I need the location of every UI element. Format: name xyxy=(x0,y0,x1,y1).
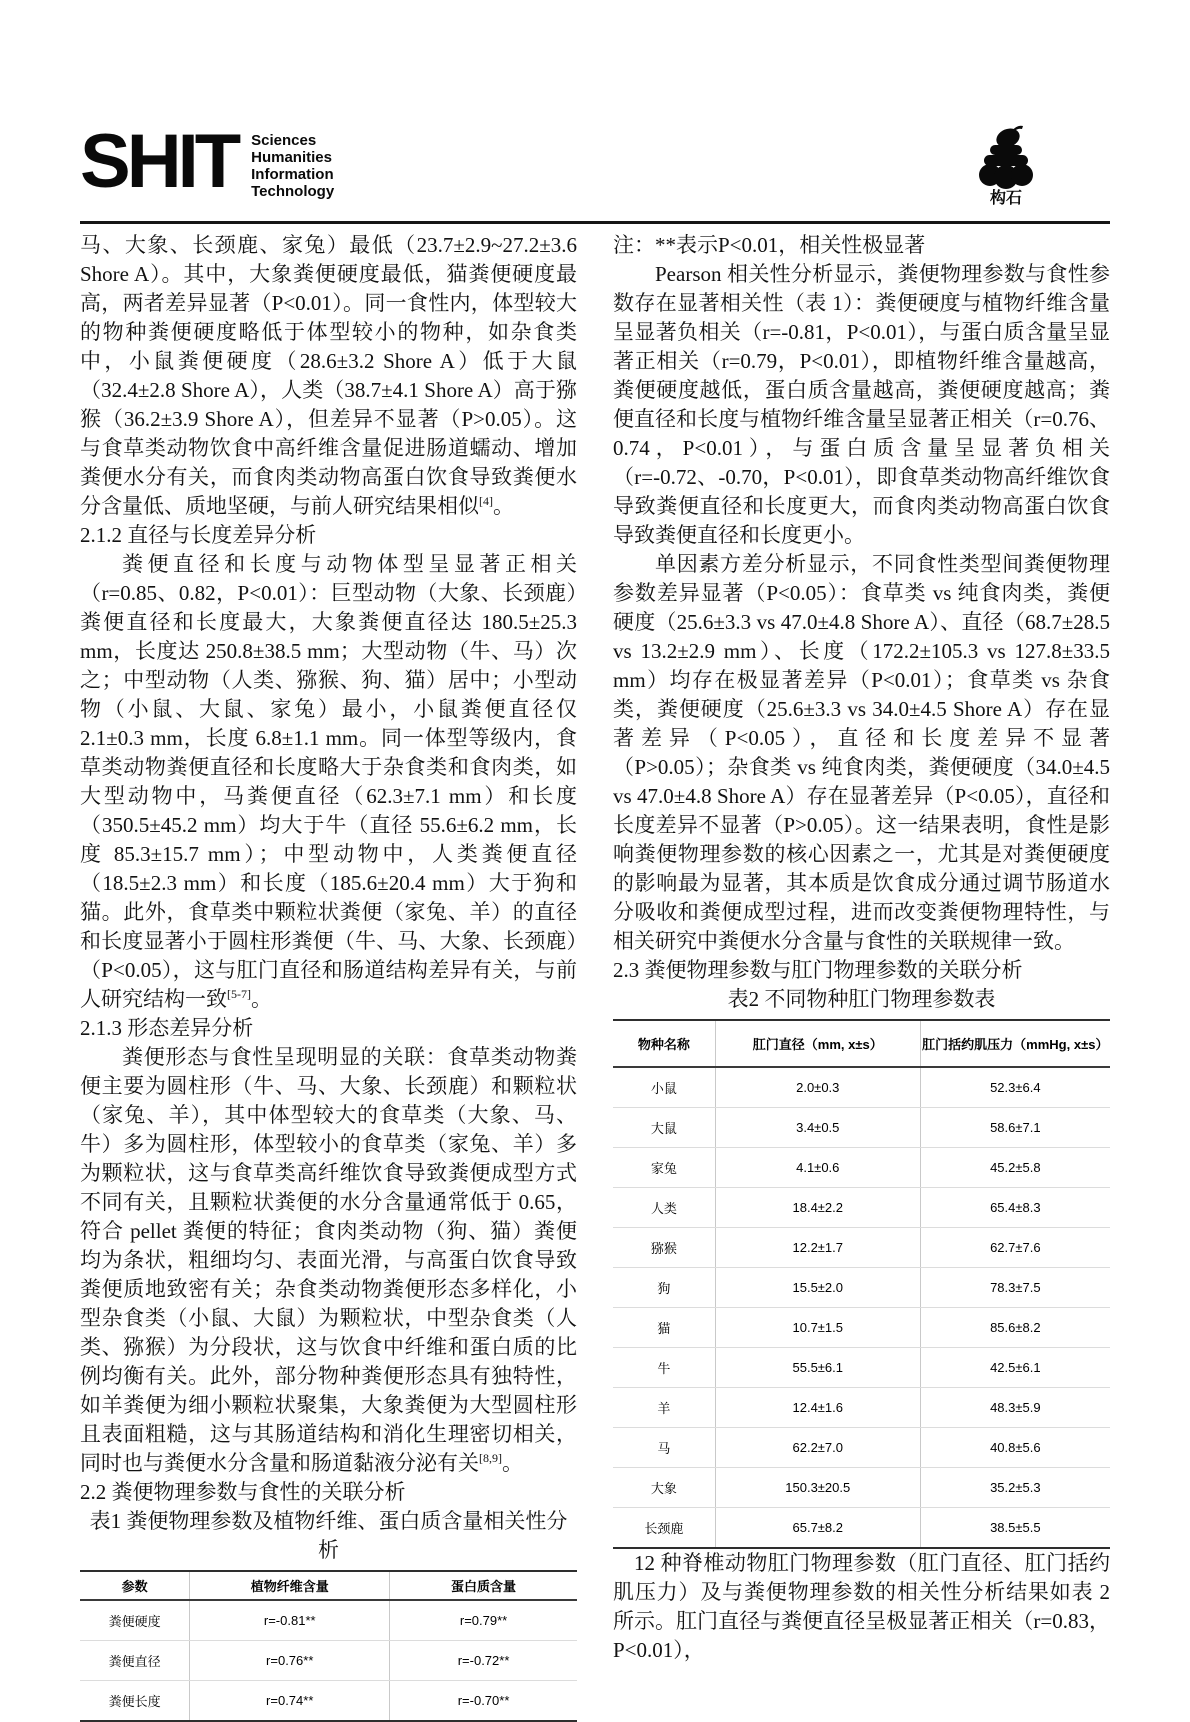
table-cell: 粪便直径 xyxy=(80,1641,190,1681)
table-row xyxy=(613,1148,1110,1188)
reference-superscript: [8,9] xyxy=(479,1451,502,1465)
table-cell: r=0.74** xyxy=(190,1681,390,1722)
table-cell: 42.5±6.1 xyxy=(920,1348,1110,1388)
table-cell: 大鼠 xyxy=(613,1108,715,1148)
table-row xyxy=(613,1268,1110,1308)
table-row xyxy=(613,1228,1110,1268)
section-heading: 2.1.2 直径与长度差异分析 xyxy=(80,523,317,547)
table-header-row xyxy=(80,1571,577,1600)
table-cell: 粪便硬度 xyxy=(80,1600,190,1641)
table-caption: 表1 粪便物理参数及植物纤维、蛋白质含量相关性分析 xyxy=(89,1509,568,1562)
table-cell: 10.7±1.5 xyxy=(715,1308,920,1348)
table-cell: 48.3±5.9 xyxy=(920,1388,1110,1428)
anal-parameters-table xyxy=(613,1019,1110,1549)
journal-subtitle xyxy=(251,126,334,200)
section-heading: 2.2 粪便物理参数与食性的关联分析 xyxy=(80,1480,406,1504)
paragraph: 粪便形态与食性呈现明显的关联：食草类动物粪便主要为圆柱形（牛、马、大象、长颈鹿）和颗粒状（家兔、羊），其中体型较大的食草类（大象、马、牛）多为圆柱形，体型较小的食草类（家兔、羊）多为颗粒状，这与食草类高纤维饮食导致粪便成型方式不同有关，且颗粒状粪便的水分含量通常低于 0.65，符合 pellet 粪便的特征；食肉类动物（狗、猫）粪便均为条状，粗细均匀、表面光滑，与高蛋白饮食导致粪便质地致密有关；杂食类动物粪便形态多样化，小型杂食类（小鼠、大鼠）为颗粒状，中型杂食类（人类、猕猴）为分段状，这与饮食中纤维和蛋白质的比例均衡有关。此外，部分物种粪便形态具有独特性，如羊粪便为细小颗粒状聚集，大象粪便为大型圆柱形且表面粗糙，这与其肠道结构和消化生理密切相关，同时也与粪便水分含量和肠道黏液分泌有关[8,9]。 xyxy=(80,1045,577,1475)
table-row xyxy=(613,1067,1110,1108)
table-row xyxy=(80,1681,577,1722)
table-cell: 羊 xyxy=(613,1388,715,1428)
section-heading: 2.3 粪便物理参数与肛门物理参数的关联分析 xyxy=(613,958,1023,982)
table-cell: 38.5±5.5 xyxy=(990,1520,1041,1535)
table-cell: 3.4±0.5 xyxy=(715,1108,920,1148)
table-header-cell: 蛋白质含量 xyxy=(390,1571,577,1600)
journal-subtitle-line: Information xyxy=(251,166,334,183)
table-cell: r=-0.72** xyxy=(390,1641,577,1681)
table-row xyxy=(613,1108,1110,1148)
journal-logo: SHIT xyxy=(80,119,238,204)
table-cell: 长颈鹿 xyxy=(613,1508,715,1549)
table-cell: 猫 xyxy=(613,1308,715,1348)
paragraph: 注：**表示P<0.01，相关性极显著 xyxy=(613,233,926,257)
table-row xyxy=(613,1308,1110,1348)
table-cell: 52.3±6.4 xyxy=(920,1067,1110,1108)
journal-subtitle-line: Sciences xyxy=(251,132,317,149)
table-cell: 猕猴 xyxy=(613,1228,715,1268)
table-cell: r=-0.81** xyxy=(190,1600,390,1641)
table-cell: 2.0±0.3 xyxy=(715,1067,920,1108)
table-cell: 12.4±1.6 xyxy=(715,1388,920,1428)
table-cell: 55.5±6.1 xyxy=(715,1348,920,1388)
paragraph: 粪便直径和长度与动物体型呈显著正相关（r=0.85、0.82，P<0.01）：巨型动物（大象、长颈鹿）粪便直径和长度最大，大象粪便直径达 180.5±25.3 mm，长度达 250.8±38.5 mm；大型动物（牛、马）次之；中型动物（人类、猕猴、狗、猫）居中；小型动物（小鼠、大鼠、家兔）最小，小鼠粪便直径仅 2.1±0.3 mm，长度 6.8±1.1 mm。同一体型等级内，食草类动物粪便直径和长度略大于杂食类和食肉类，如大型动物中，马粪便直径（62.3±7.1 mm）和长度（350.5±45.2 mm）均大于牛（直径 55.6±6.2 mm，长度 85.3±15.7 mm）；中型动物中，人类粪便直径（18.5±2.3 mm）和长度（185.6±20.4 mm）大于狗和猫。此外，食草类中颗粒状粪便（家兔、羊）的直径和长度显著小于圆柱形粪便（牛、马、大象、长颈鹿）（P<0.05），这与肛门直径和肠道结构差异有关，与前人研究结构一致[5-7]。 xyxy=(80,552,577,1011)
journal-subtitle-line: Humanities xyxy=(251,149,332,166)
table-caption: 表2 不同物种肛门物理参数表 xyxy=(727,987,996,1011)
right-column xyxy=(613,231,1110,1665)
table-row xyxy=(613,1428,1110,1468)
section-heading: 2.1.3 形态差异分析 xyxy=(80,1016,254,1040)
table-header-cell: 植物纤维含量 xyxy=(190,1571,390,1600)
table-cell: r=0.76** xyxy=(190,1641,390,1681)
table-cell: 15.5±2.0 xyxy=(715,1268,920,1308)
paragraph: 单因素方差分析显示，不同食性类型间粪便物理参数差异显著（P<0.05）：食草类 vs 纯食肉类，粪便硬度（25.6±3.3 vs 47.0±4.8 Shore A）、直径（68.7±28.5 vs 13.2±2.9 mm）、长度（172.2±105.3 vs 127.8±33.5 mm）均存在极显著差异（P<0.01）；食草类 vs 杂食类，粪便硬度（25.6±3.3 vs 34.0±4.5 Shore A）存在显著差异（P<0.05），直径和长度差异不显著（P>0.05）；杂食类 vs 纯食肉类，粪便硬度（34.0±4.5 vs 47.0±4.8 Shore A）存在显著差异（P<0.05），直径和长度差异不显著（P>0.05）。这一结果表明，食性是影响粪便物理参数的核心因素之一，尤其是对粪便硬度的影响最为显著，其本质是饮食成分通过调节肠道水分吸收和粪便成型过程，进而改变粪便物理特性，与相关研究中粪便水分含量与食性的关联规律一致。 xyxy=(613,552,1110,953)
table-row xyxy=(613,1508,1110,1549)
table-cell: 狗 xyxy=(613,1268,715,1308)
reference-superscript: [5-7] xyxy=(227,987,251,1001)
table-cell: 85.6±8.2 xyxy=(920,1308,1110,1348)
table-cell: 牛 xyxy=(613,1348,715,1388)
table-cell: 45.2±5.8 xyxy=(920,1148,1110,1188)
table-row xyxy=(613,1468,1110,1508)
table-header-cell: 参数 xyxy=(80,1571,190,1600)
table-cell: r=0.79** xyxy=(390,1600,577,1641)
paragraph: Pearson 相关性分析显示，粪便物理参数与食性参数存在显著相关性（表 1）：粪便硬度与植物纤维含量呈显著负相关（r=-0.81，P<0.01），与蛋白质含量呈显著正相关（r=0.79，P<0.01），即植物纤维含量越高，粪便硬度越低，蛋白质含量越高，粪便硬度越高；粪便直径和长度与植物纤维含量呈显著正相关（r=0.76、0.74，P<0.01），与蛋白质含量呈显著负相关（r=-0.72、-0.70，P<0.01），即食草类动物高纤维饮食导致粪便直径和长度更大，而食肉类动物高蛋白饮食导致粪便直径和长度更小。 xyxy=(613,262,1110,547)
table-cell: 4.1±0.6 xyxy=(715,1148,920,1188)
table-cell: 马 xyxy=(613,1428,715,1468)
table-header-row xyxy=(613,1020,1110,1067)
journal-logo-block xyxy=(80,119,1110,204)
table-cell: 12.2±1.7 xyxy=(715,1228,920,1268)
table-cell: r=-0.70** xyxy=(457,1693,510,1708)
table-row xyxy=(80,1600,577,1641)
table-cell: 大象 xyxy=(613,1468,715,1508)
table-cell: 40.8±5.6 xyxy=(920,1428,1110,1468)
table-row xyxy=(613,1348,1110,1388)
table-cell: 18.4±2.2 xyxy=(715,1188,920,1228)
table-cell: 65.7±8.2 xyxy=(715,1508,920,1549)
journal-subtitle-line: Technology xyxy=(251,183,335,200)
publisher-mark xyxy=(974,124,1038,208)
table-cell: 58.6±7.1 xyxy=(920,1108,1110,1148)
table-cell: 62.7±7.6 xyxy=(920,1228,1110,1268)
paragraph: 12 种脊椎动物肛门物理参数（肛门直径、肛门括约肌压力）及与粪便物理参数的相关性分析结果如表 2 所示。肛门直径与粪便直径呈极显著正相关（r=0.83，P<0.01）， xyxy=(613,1551,1110,1662)
table-header-cell: 肛门括约肌压力（mmHg, x±s） xyxy=(920,1020,1110,1067)
table-header-cell: 肛门直径（mm, x±s） xyxy=(715,1020,920,1067)
table-cell: 粪便长度 xyxy=(80,1681,190,1722)
correlation-table xyxy=(80,1570,577,1722)
table-row xyxy=(613,1388,1110,1428)
publisher-name: 构石 xyxy=(989,190,1022,207)
table-cell: 人类 xyxy=(613,1188,715,1228)
table-cell: 78.3±7.5 xyxy=(920,1268,1110,1308)
left-column xyxy=(80,231,577,1722)
poop-pile-icon xyxy=(977,124,1035,190)
table-cell: 小鼠 xyxy=(613,1067,715,1108)
table-row xyxy=(613,1188,1110,1228)
reference-superscript: [4] xyxy=(479,494,493,508)
paragraph: 马、大象、长颈鹿、家兔）最低（23.7±2.9~27.2±3.6 Shore A）。其中，大象粪便硬度最低，猫粪便硬度最高，两者差异显著（P<0.01）。同一食性内，体型较大的物种粪便硬度略低于体型较小的物种，如杂食类中，小鼠粪便硬度（28.6±3.2 Shore A）低于大鼠（32.4±2.8 Shore A），人类（38.7±4.1 Shore A）高于猕猴（36.2±3.9 Shore A），但差异不显著（P>0.05）。这与食草类动物饮食中高纤维含量促进肠道蠕动、增加粪便水分有关，而食肉类动物高蛋白饮食导致粪便水分含量低、质地坚硬，与前人研究结果相似[4]。 xyxy=(80,233,577,518)
table-row xyxy=(80,1641,577,1681)
table-header-cell: 物种名称 xyxy=(613,1020,715,1067)
journal-header xyxy=(80,119,1110,216)
table-cell: 62.2±7.0 xyxy=(715,1428,920,1468)
table-cell: 35.2±5.3 xyxy=(920,1468,1110,1508)
header-divider xyxy=(80,221,1110,224)
table-cell: 150.3±20.5 xyxy=(715,1468,920,1508)
table-cell: 家兔 xyxy=(613,1148,715,1188)
table-cell: 65.4±8.3 xyxy=(920,1188,1110,1228)
